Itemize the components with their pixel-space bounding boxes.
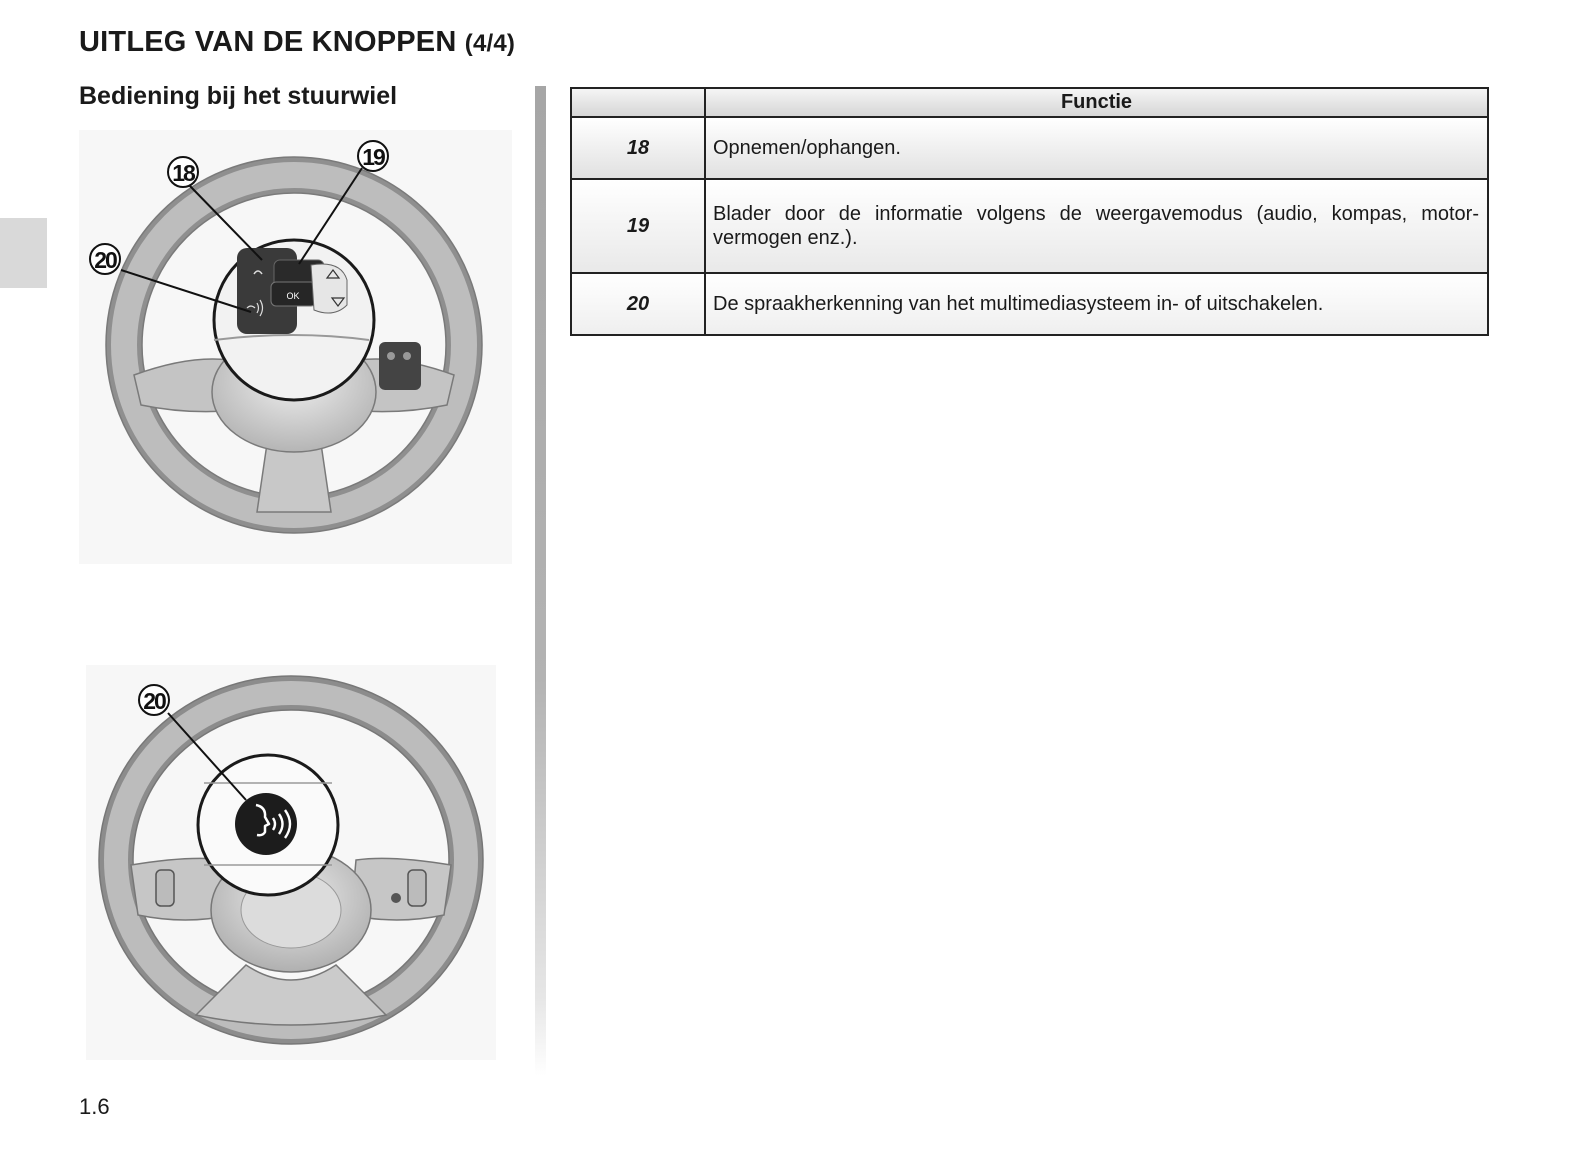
section-subtitle: Bediening bij het stuurwiel bbox=[79, 82, 398, 110]
row-number: 20 bbox=[571, 273, 705, 335]
table-row bbox=[571, 273, 1488, 335]
table-header-function: Functie bbox=[705, 88, 1488, 117]
row-number: 19 bbox=[571, 179, 705, 273]
section-tab-marker bbox=[0, 218, 47, 288]
table-row bbox=[571, 179, 1488, 273]
right-switch-button-2 bbox=[403, 352, 411, 360]
callout-20: 20 bbox=[94, 247, 116, 273]
row-number: 18 bbox=[571, 117, 705, 179]
right-small-button bbox=[391, 893, 401, 903]
steering-wheel-illustration-bottom bbox=[86, 665, 496, 1060]
callout-18: 18 bbox=[172, 160, 194, 186]
steering-wheel-figure-top bbox=[79, 130, 512, 564]
ok-button-label: OK bbox=[286, 291, 300, 301]
page-title-text: UITLEG VAN DE KNOPPEN bbox=[79, 26, 457, 58]
row-description: Blader door de informatie volgens de weergavemodus (audio, kompas, motor-vermogen enz.). bbox=[705, 179, 1488, 273]
arrow-rocker bbox=[311, 264, 347, 313]
function-table bbox=[570, 87, 1489, 336]
right-switch-cluster bbox=[379, 342, 421, 390]
callout-20: 20 bbox=[143, 688, 165, 714]
callout-19: 19 bbox=[362, 144, 384, 170]
column-divider bbox=[535, 86, 546, 1076]
row-description: Opnemen/ophangen. bbox=[705, 117, 1488, 179]
steering-wheel-figure-bottom bbox=[86, 665, 496, 1060]
voice-recognition-button bbox=[235, 793, 297, 855]
page-title bbox=[79, 26, 515, 59]
page-number: 1.6 bbox=[79, 1094, 110, 1119]
row-description: De spraakherkenning van het multimediasysteem in- of uitschakelen. bbox=[705, 273, 1488, 335]
page-title-suffix: (4/4) bbox=[464, 30, 516, 57]
table-header-row bbox=[571, 88, 1488, 117]
right-switch bbox=[408, 870, 426, 906]
steering-wheel-illustration-top bbox=[79, 130, 512, 564]
right-switch-button-1 bbox=[387, 352, 395, 360]
table-header-number bbox=[571, 88, 705, 117]
left-switch bbox=[156, 870, 174, 906]
table-row bbox=[571, 117, 1488, 179]
